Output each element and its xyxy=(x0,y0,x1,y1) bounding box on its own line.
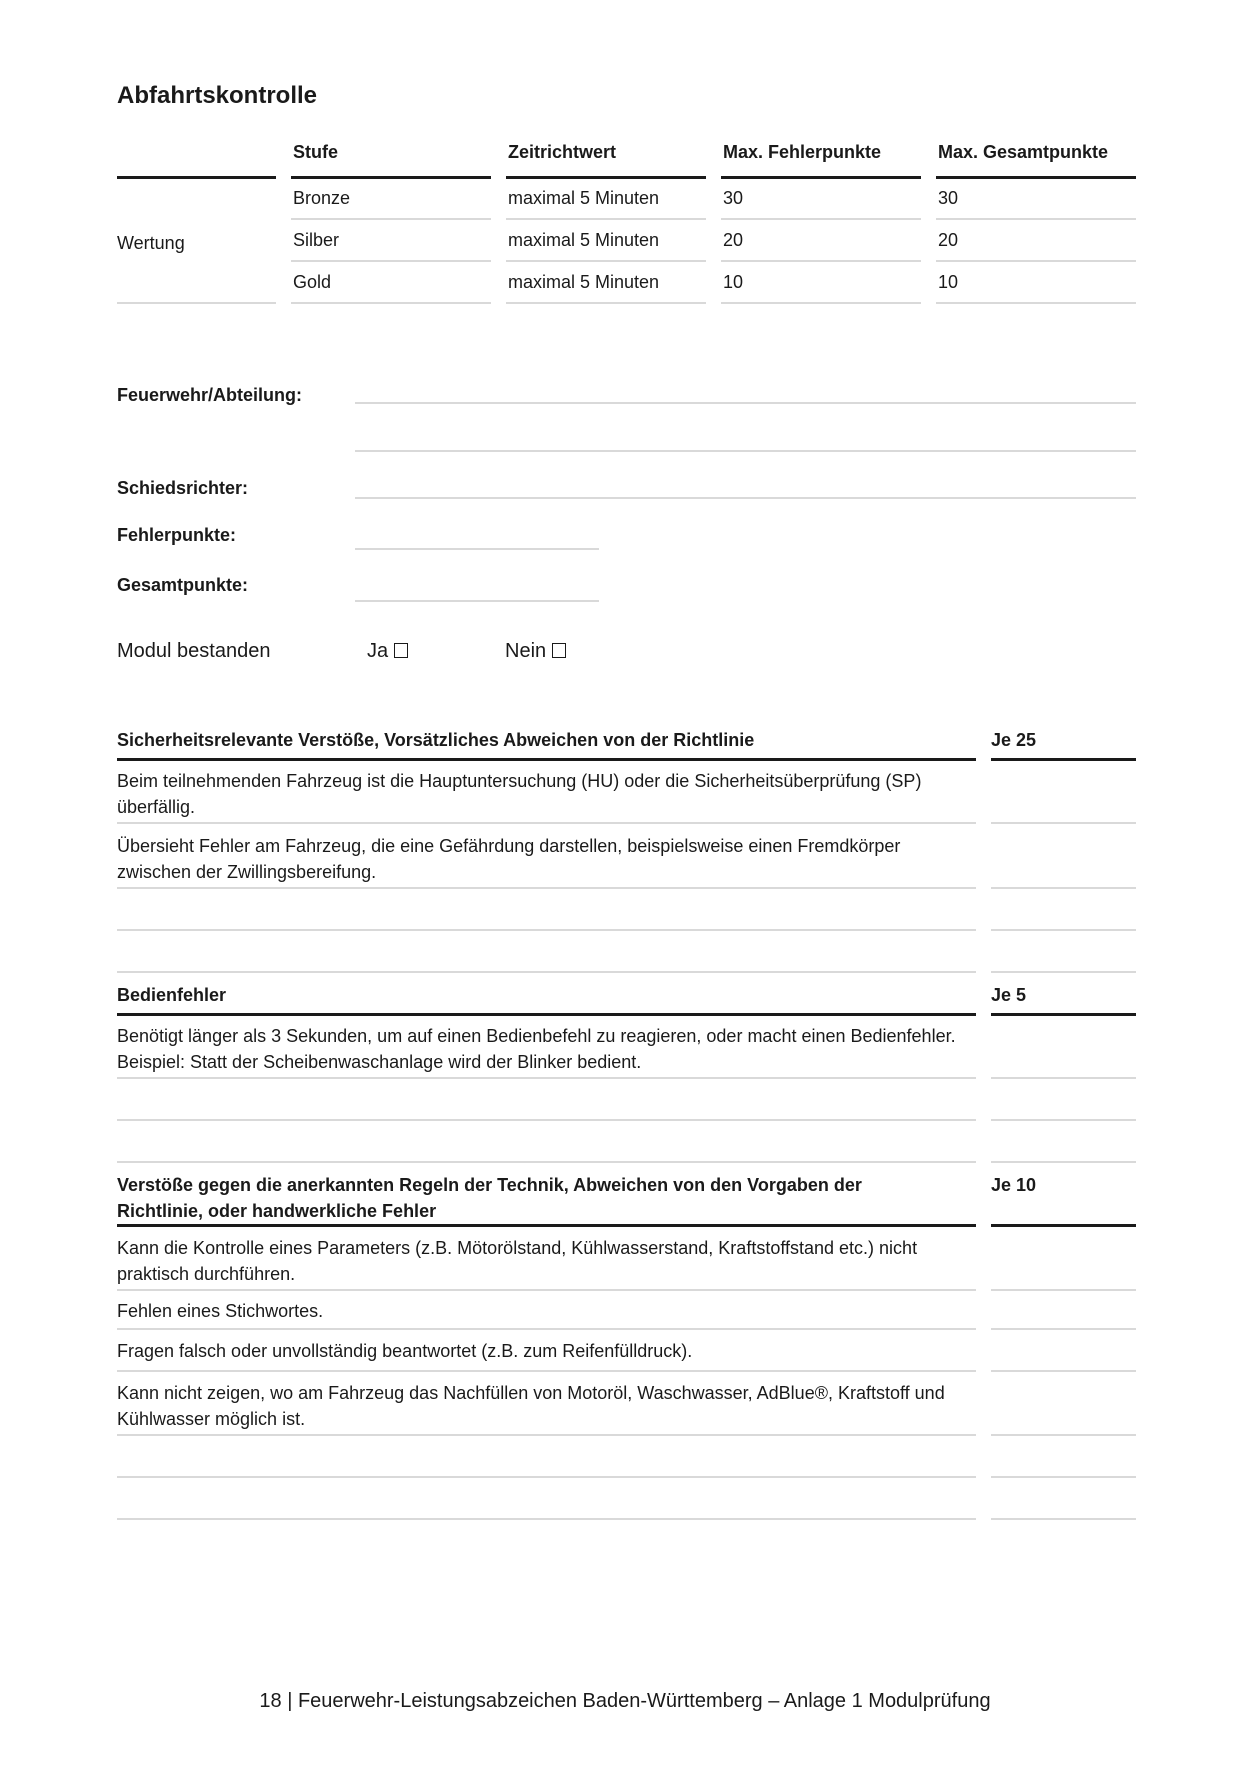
blank-row-line[interactable] xyxy=(117,1518,976,1520)
cell-fehler: 20 xyxy=(723,230,744,250)
row-rule xyxy=(721,302,921,304)
row-rule xyxy=(936,260,1136,262)
list-item: Benötigt länger als 3 Sekunden, um auf einen Bedienbefehl zu reagieren, oder macht einen Bedienfehler. Beispiel: Statt der Scheibenwaschanlage wird der Blinker bedient. xyxy=(117,1026,956,1072)
blank-row-line[interactable] xyxy=(117,1161,976,1163)
row-rule xyxy=(117,887,976,889)
cell-zeit: maximal 5 Minuten xyxy=(508,188,660,208)
points-input-line[interactable] xyxy=(991,971,1136,973)
section-rule xyxy=(991,758,1136,761)
fehlerpunkte-input-line[interactable] xyxy=(355,548,599,550)
row-rule xyxy=(117,1289,976,1291)
points-input-line[interactable] xyxy=(991,929,1136,931)
points-input-line[interactable] xyxy=(991,887,1136,889)
cell-fehler: 10 xyxy=(723,272,744,292)
section-points: Je 10 xyxy=(991,1175,1037,1195)
row-rule xyxy=(291,302,491,304)
blank-row-line[interactable] xyxy=(117,1119,976,1121)
row-rule xyxy=(721,218,921,220)
points-input-line[interactable] xyxy=(991,1328,1136,1330)
row-rule xyxy=(117,1077,976,1079)
header-rule xyxy=(721,176,921,179)
list-item: Kann die Kontrolle eines Parameters (z.B. Mötorölstand, Kühlwasserstand, Kraftstoffstand etc.) nicht praktisch durchführen. xyxy=(117,1238,918,1284)
section-rule xyxy=(117,758,976,761)
schiedsrichter-label: Schiedsrichter: xyxy=(117,478,249,498)
points-input-line[interactable] xyxy=(991,1119,1136,1121)
cell-zeit: maximal 5 Minuten xyxy=(508,230,660,250)
header-rule xyxy=(291,176,491,179)
header-zeitrichtwert: Zeitrichtwert xyxy=(508,142,617,162)
cell-gesamt: 10 xyxy=(938,272,959,292)
blank-row-line[interactable] xyxy=(117,971,976,973)
section-title: Verstöße gegen die anerkannten Regeln der Technik, Abweichen von den Vorgaben der Richtlinie, oder handwerkliche Fehler xyxy=(117,1175,862,1221)
section-rule xyxy=(991,1224,1136,1227)
list-item: Kann nicht zeigen, wo am Fahrzeug das Nachfüllen von Motoröl, Waschwasser, AdBlue®, Kraftstoff und Kühlwasser möglich ist. xyxy=(117,1383,945,1429)
section-rule xyxy=(117,1224,976,1227)
row-rule xyxy=(506,218,706,220)
ja-option[interactable] xyxy=(367,640,408,663)
nein-option[interactable] xyxy=(505,640,566,663)
row-rule xyxy=(936,218,1136,220)
points-input-line[interactable] xyxy=(991,1161,1136,1163)
nein-checkbox[interactable] xyxy=(552,643,566,658)
ja-checkbox[interactable] xyxy=(394,643,408,658)
row-rule xyxy=(291,260,491,262)
points-input-line[interactable] xyxy=(991,1518,1136,1520)
section-rule xyxy=(117,1013,976,1016)
page-footer: 18 | Feuerwehr-Leistungsabzeichen Baden-Württemberg – Anlage 1 Modulprüfung xyxy=(259,1690,991,1712)
row-rule xyxy=(117,822,976,824)
list-item: Fragen falsch oder unvollständig beantwortet (z.B. zum Reifenfülldruck). xyxy=(117,1341,693,1361)
points-input-line[interactable] xyxy=(991,822,1136,824)
row-rule xyxy=(506,302,706,304)
schiedsrichter-input-line[interactable] xyxy=(355,497,1136,499)
page-title: Abfahrtskontrolle xyxy=(117,82,318,109)
cell-stufe: Bronze xyxy=(293,188,351,208)
header-rule xyxy=(117,176,276,179)
row-rule xyxy=(117,1434,976,1436)
row-rule xyxy=(936,302,1136,304)
gesamtpunkte-label: Gesamtpunkte: xyxy=(117,575,249,595)
cell-fehler: 30 xyxy=(723,188,744,208)
header-max-gesamtpunkte: Max. Gesamtpunkte xyxy=(938,142,1109,162)
row-rule xyxy=(291,218,491,220)
section-points: Je 25 xyxy=(991,730,1037,750)
points-input-line[interactable] xyxy=(991,1370,1136,1372)
header-rule xyxy=(506,176,706,179)
row-rule xyxy=(117,302,276,304)
row-rule xyxy=(117,1328,976,1330)
points-input-line[interactable] xyxy=(991,1077,1136,1079)
list-item: Fehlen eines Stichwortes. xyxy=(117,1301,324,1321)
points-input-line[interactable] xyxy=(991,1434,1136,1436)
row-group-label: Wertung xyxy=(117,233,185,253)
feuerwehr-input-line[interactable] xyxy=(355,402,1136,404)
section-title: Sicherheitsrelevante Verstöße, Vorsätzliches Abweichen von der Richtlinie xyxy=(117,730,755,750)
section-points: Je 5 xyxy=(991,985,1027,1005)
header-rule xyxy=(936,176,1136,179)
gesamtpunkte-input-line[interactable] xyxy=(355,600,599,602)
section-rule xyxy=(991,1013,1136,1016)
nein-label: Nein xyxy=(505,640,547,662)
cell-gesamt: 30 xyxy=(938,188,959,208)
ja-label: Ja xyxy=(367,640,389,662)
list-item: Beim teilnehmenden Fahrzeug ist die Hauptuntersuchung (HU) oder die Sicherheitsüberprüfung (SP) überfällig. xyxy=(117,771,922,817)
feuerwehr-label: Feuerwehr/Abteilung: xyxy=(117,385,303,405)
list-item: Übersieht Fehler am Fahrzeug, die eine Gefährdung darstellen, beispielsweise einen Fremdkörper zwischen der Zwillingsbereifung. xyxy=(117,836,901,882)
points-input-line[interactable] xyxy=(991,1289,1136,1291)
feuerwehr-input-line-2[interactable] xyxy=(355,450,1136,452)
blank-row-line[interactable] xyxy=(117,929,976,931)
row-rule xyxy=(721,260,921,262)
header-stufe: Stufe xyxy=(293,142,338,162)
cell-stufe: Gold xyxy=(293,272,332,292)
row-rule xyxy=(117,1370,976,1372)
fehlerpunkte-label: Fehlerpunkte: xyxy=(117,525,237,545)
points-input-line[interactable] xyxy=(991,1476,1136,1478)
cell-zeit: maximal 5 Minuten xyxy=(508,272,660,292)
modul-bestanden-label: Modul bestanden xyxy=(117,640,271,662)
blank-row-line[interactable] xyxy=(117,1476,976,1478)
section-title: Bedienfehler xyxy=(117,985,227,1005)
cell-stufe: Silber xyxy=(293,230,340,250)
header-max-fehlerpunkte: Max. Fehlerpunkte xyxy=(723,142,882,162)
row-rule xyxy=(506,260,706,262)
cell-gesamt: 20 xyxy=(938,230,959,250)
